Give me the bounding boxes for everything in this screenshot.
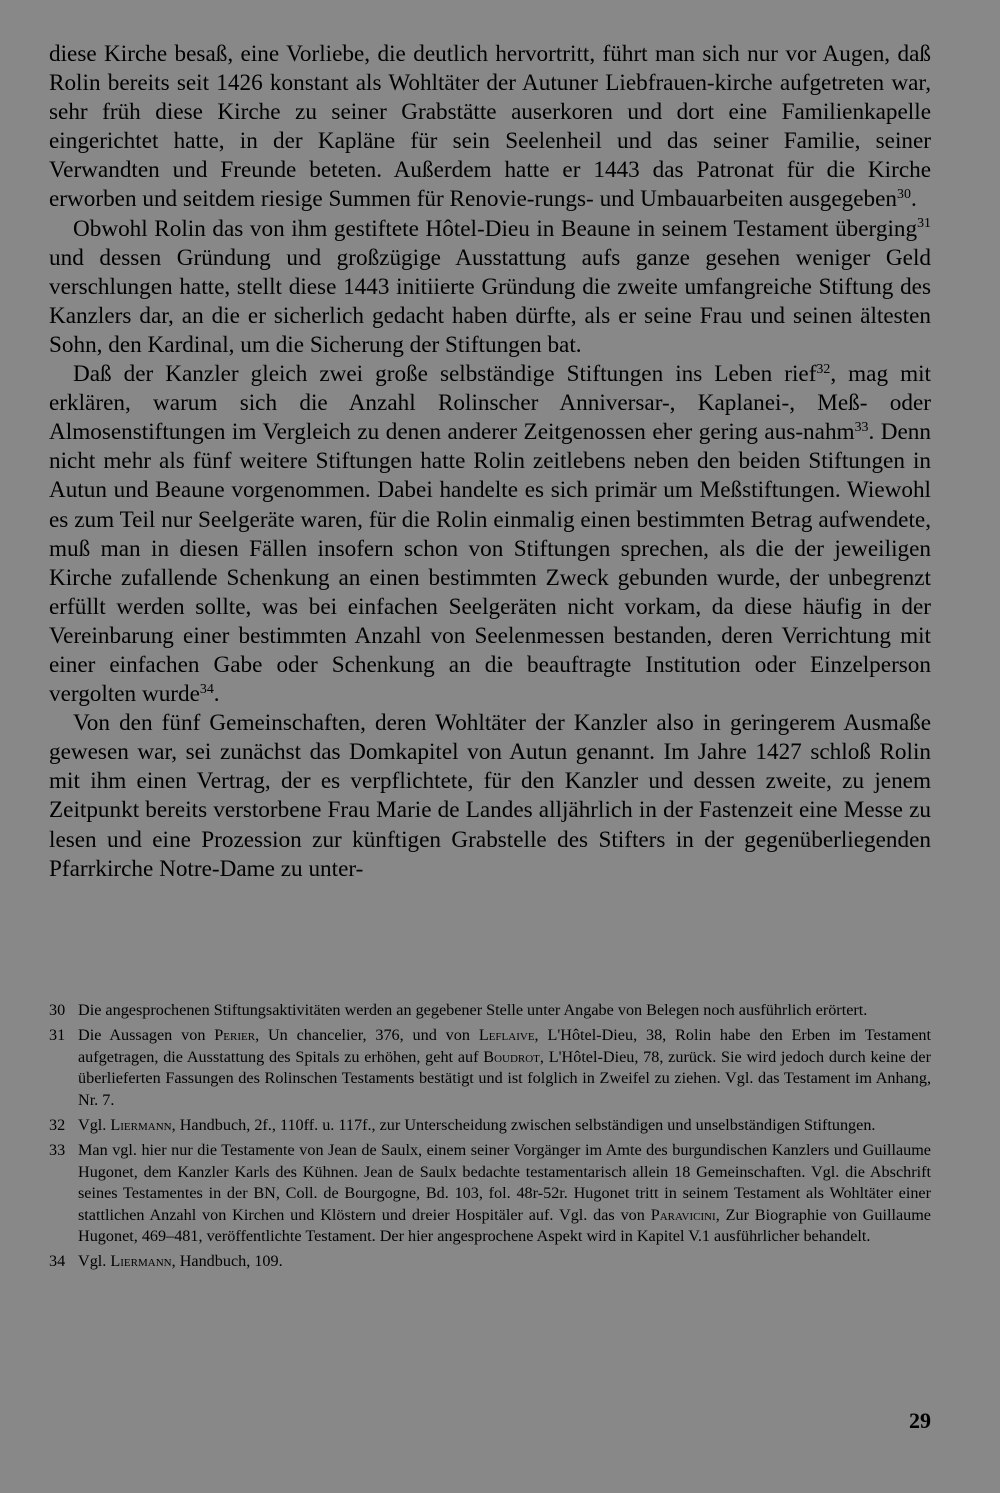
footnote-ref-31: 31 — [917, 216, 931, 232]
footnote-number: 30 — [49, 1001, 66, 1019]
footnote-text: Die Aussagen von — [78, 1026, 215, 1045]
footnotes — [49, 1000, 931, 1277]
footnote-text: , L'Hôtel-Dieu, 38, Rolin habe den Erben im Testament aufgetragen, die Ausstattung des Spitals zu erhöhen, geht auf — [78, 1026, 931, 1066]
author-name: Leflaive — [478, 1026, 535, 1045]
page-number: 29 — [909, 1408, 931, 1433]
footnote-number: 34 — [49, 1252, 66, 1271]
footnote-text: Vgl. — [78, 1116, 111, 1135]
footnote-ref-30: 30 — [897, 187, 911, 203]
paragraph-4 — [49, 709, 931, 884]
footnote-34 — [49, 1251, 931, 1272]
footnote-text: Die angesprochenen Stiftungsaktivitäten werden an gegebener Stelle unter Angabe von Belegen noch ausführlich erörtert. — [78, 1001, 868, 1019]
footnote-30 — [49, 1000, 931, 1021]
author-name: Perier — [214, 1026, 256, 1045]
footnote-number: 32 — [49, 1116, 66, 1135]
paragraph-text: diese Kirche besaß, eine Vorliebe, die deutlich hervortritt, führt man sich nur vor Augen, daß Rolin bereits seit 1426 konstant als Wohltäter der Autuner Liebfrauen-kirche aufgetreten war, sehr früh diese Kirche zu seiner Grabstätte auserkoren und dort eine Familienkapelle eingerichtet hatte, in der Kapläne für sein Seelenheil und das seiner Familie, seiner Verwandten und Freunde beteten. Außerdem hatte er 1443 das Patronat für die Kirche erworben und seitdem riesige Summen für Renovie-rungs- und Umbauarbeiten ausgegeben — [49, 41, 931, 213]
paragraph-text: Daß der Kanzler gleich zwei große selbständige Stiftungen ins Leben rief — [73, 361, 817, 388]
author-name: Liermann — [110, 1252, 172, 1271]
footnote-text: , Zur Biographie von Guillaume Hugonet, 469–481, veröffentlichte Testament. Der hier angesprochene Aspekt wird in Kapitel V.1 ausführlicher behandelt. — [78, 1205, 931, 1246]
paragraph-text: . — [910, 186, 917, 213]
author-name: Paravicini — [650, 1205, 716, 1224]
footnote-text: Man vgl. hier nur die Testamente von Jean de Saulx, einem seiner Vorgänger im Amte des burgundischen Kanzlers und Guillaume Hugonet, dem Kanzler Karls des Kühnen. Jean de Saulx bedachte testamentarisch allein 18 Gemeinschaften. Vgl. die Abschrift seines Testamentes in der BN, Coll. de Bourgogne, Bd. 103, fol. 48r-52r. Hugonet tritt in seinem Testament als Wohltäter einer stattlichen Anzahl von Kirchen und Klöstern und dreier Hospitäler auf. Vgl. das von — [78, 1141, 931, 1224]
footnote-33 — [49, 1140, 931, 1247]
paragraph-text: . — [213, 681, 220, 708]
footnote-text: , Handbuch, 109. — [171, 1252, 283, 1271]
main-text — [49, 40, 931, 884]
paragraph-text: , mag mit erklären, warum sich die Anzahl Rolinscher Anniversar-, Kaplanei-, Meß- oder Almosenstiftungen im Vergleich zu denen anderer Zeitgenossen eher gering aus-nahm — [49, 361, 932, 446]
footnote-ref-33: 33 — [854, 419, 869, 435]
author-name: Boudrot — [483, 1047, 540, 1066]
paragraph-1 — [49, 40, 931, 215]
author-name: Liermann — [110, 1116, 172, 1135]
paragraph-3 — [49, 360, 931, 709]
paragraph-text: und dessen Gründung und großzügige Ausstattung aufs ganze gesehen weniger Geld verschlungen hatte, stellt diese 1443 initiierte Gründung die zweite umfangreiche Stiftung des Kanzlers dar, an die er sicherlich gedacht haben dürfte, als er seine Frau und seinen ältesten Sohn, den Kardinal, um die Sicherung der Stiftungen bat. — [49, 244, 931, 358]
footnote-text: , Handbuch, 2f., 110ff. u. 117f., zur Unterscheidung zwischen selbständigen und unselbständigen Stiftungen. — [171, 1116, 876, 1135]
footnote-31 — [49, 1025, 931, 1111]
footnote-ref-34: 34 — [199, 681, 214, 697]
paragraph-text: Obwohl Rolin das von ihm gestiftete Hôtel-Dieu in Beaune in seinem Testament überging — [73, 215, 918, 242]
footnote-number: 31 — [49, 1026, 66, 1045]
footnote-32 — [49, 1115, 931, 1136]
paragraph-2 — [49, 215, 931, 360]
footnote-ref-32: 32 — [816, 361, 831, 377]
footnote-number: 33 — [49, 1141, 66, 1160]
paragraph-text: . Denn nicht mehr als fünf weitere Stiftungen hatte Rolin zeitlebens neben den beiden Stiftungen in Autun und Beaune vorgenommen. Dabei handelte es sich primär um Meßstiftungen. Wiewohl es zum Teil nur Seelgeräte waren, für die Rolin einmalig einen bestimmten Betrag aufwendete, muß man in diesen Fällen insofern schon von Stiftungen sprechen, als die der jeweiligen Kirche zufallende Schenkung an einen bestimmten Zweck gebunden wurde, der unbegrenzt erfüllt werden sollte, was bei einfachen Seelgeräten nicht vorkam, da diese häufig in der Vereinbarung einer bestimmten Anzahl von Seelenmessen bestanden, deren Verrichtung mit einer einfachen Gabe oder Schenkung an die beauftragte Institution oder Einzelperson vergolten wurde — [49, 419, 931, 708]
paragraph-text: Von den fünf Gemeinschaften, deren Wohltäter der Kanzler also in geringerem Ausmaße gewesen war, sei zunächst das Domkapitel von Autun genannt. Im Jahre 1427 schloß Rolin mit ihm einen Vertrag, der es verpflichtete, für den Kanzler und dessen zweite, zu jenem Zeitpunkt bereits verstorbene Frau Marie de Landes alljährlich in der Fastenzeit eine Messe zu lesen und eine Prozession zur künftigen Grabstelle des Stifters in der gegenüberliegenden Pfarrkirche Notre-Dame zu unter- — [49, 710, 931, 882]
footnote-text: Vgl. — [78, 1252, 111, 1271]
footnote-text: , L'Hôtel-Dieu, 78, zurück. Sie wird jedoch durch keine der überlieferten Fassungen des Rolinschen Testaments bestätigt und ist folglich in Zweifel zu ziehen. Vgl. das Testament im Anhang, Nr. 7. — [78, 1047, 931, 1109]
footnote-text: , Un chancelier, 376, und von — [255, 1026, 479, 1045]
